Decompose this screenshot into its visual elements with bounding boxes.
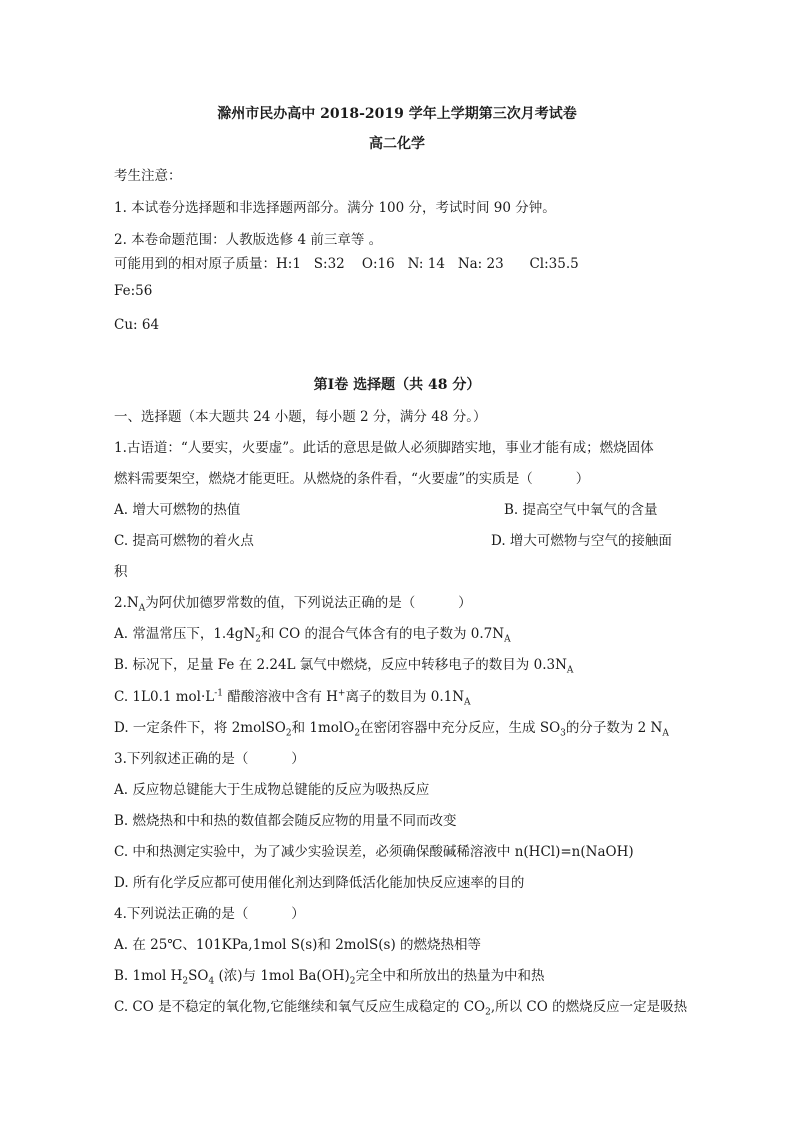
section-title: 第Ⅰ卷 选择题（共 48 分） — [313, 377, 481, 393]
q2-option-b: B. 标况下，足量 Fe 在 2.24L 氯气中燃烧，反应中转移电子的数目为 $0.3N_A$ — [114, 657, 574, 676]
q4-option-b: B. 1mol $H_2SO_4$ (浓)与 1mol $Ba(OH)_2$完全中和所放出的热量为中和热 — [114, 968, 545, 987]
q4-option-a: A. 在 25℃、101KPa,1mol S(s)和 2molS(s) 的燃烧热相等 — [114, 937, 482, 953]
q1-option-d-wrap: 积 — [114, 564, 128, 580]
exam-title: 滁州市民办高中 2018-2019 学年上学期第三次月考试卷 — [217, 106, 577, 122]
notice-item-1: 1. 本试卷分选择题和非选择题两部分。满分 100 分，考试时间 90 分钟。 — [114, 200, 556, 216]
q1-stem-line1: 1.古语道：“人要实，火要虚”。此话的意思是做人必须脚踏实地，事业才能有成；燃烧固体 — [114, 440, 654, 456]
section-instructions: 一、选择题（本大题共 24 小题，每小题 2 分，满分 48 分。） — [114, 409, 487, 425]
atomic-mass-cu: Cu: 64 — [114, 317, 160, 333]
atomic-mass-line: 可能用到的相对原子质量：H:1 S:32 O:16 N: 14 Na: 23 Cl:35.5 — [114, 256, 579, 272]
q1-option-d: D. 增大可燃物与空气的接触面 — [491, 533, 672, 549]
notice-heading: 考生注意： — [114, 168, 182, 184]
q2-stem: $2.N_A$为阿伏加德罗常数的值，下列说法正确的是（ ） — [114, 595, 472, 614]
q3-option-d: D. 所有化学反应都可使用催化剂达到降低活化能加快反应速率的目的 — [114, 875, 525, 891]
q1-option-a: A. 增大可燃物的热值 — [114, 502, 241, 518]
exam-subject: 高二化学 — [369, 136, 425, 152]
q4-stem: 4.下列说法正确的是（ ） — [114, 906, 305, 922]
q2-option-d: D. 一定条件下，将 2molSO$_2$和 1molO$_2$在密闭容器中充分反应，生成 $SO_3$的分子数为 2 $N_A$ — [114, 720, 669, 739]
q1-option-c: C. 提高可燃物的着火点 — [114, 533, 254, 549]
q3-option-c: C. 中和热测定实验中，为了减少实验误差，必须确保酸碱稀溶液中 n(HCl)=n(NaOH) — [114, 844, 634, 860]
q3-option-b: B. 燃烧热和中和热的数值都会随反应物的用量不同而改变 — [114, 813, 457, 829]
notice-item-2: 2. 本卷命题范围：人教版选修 4 前三章等 。 — [114, 232, 383, 248]
atomic-mass-fe: Fe:56 — [114, 283, 153, 299]
q4-option-c: C. CO 是不稳定的氧化物,它能继续和氧气反应生成稳定的 $CO_2$,所以 CO 的燃烧反应一定是吸热 — [114, 999, 688, 1018]
q2-option-c: C. 1L0.1 $mol\cdot L^{-1}$ 醋酸溶液中含有 H+离子的数目为 $0.1N_A$ — [114, 688, 471, 708]
q1-option-b: B. 提高空气中氧气的含量 — [504, 502, 658, 518]
q2-option-a: A. 常温常压下，$1.4gN_2$和 CO 的混合气体含有的电子数为 $0.7N_A$ — [114, 626, 511, 645]
q1-stem-line2: 燃料需要架空，燃烧才能更旺。从燃烧的条件看，“火要虚”的实质是（ ） — [114, 471, 590, 487]
q3-option-a: A. 反应物总键能大于生成物总键能的反应为吸热反应 — [114, 782, 430, 798]
q3-stem: 3.下列叙述正确的是（ ） — [114, 751, 305, 767]
